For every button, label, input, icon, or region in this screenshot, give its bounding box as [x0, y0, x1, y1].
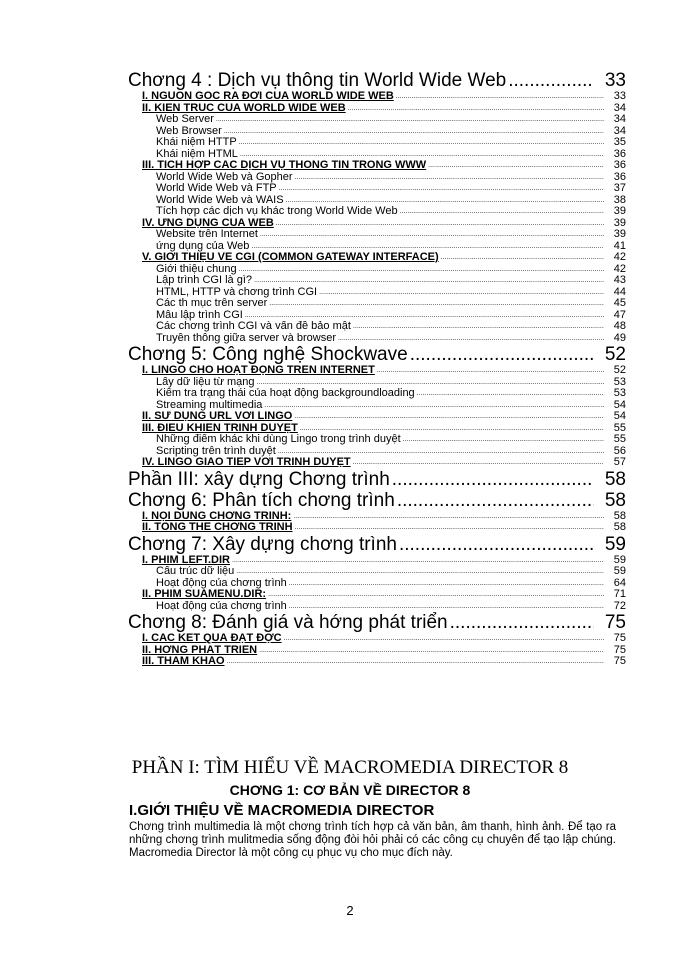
toc-entry-title: I. PHIM LEFT.DIR — [142, 554, 230, 566]
toc-entry-title: I. LINGO CHO HOẠT ĐỘNG TRÊN INTERNET — [142, 365, 375, 376]
toc-entry-page: 36 — [613, 148, 626, 160]
toc-entry-page: 75 — [613, 633, 626, 644]
toc-entry-page: 43 — [613, 275, 626, 286]
toc-entry-page: 33 — [613, 91, 626, 102]
toc-entry-title: Scripting trên trình duyệt — [156, 445, 276, 457]
toc-entry-page: 49 — [613, 332, 626, 344]
toc-entry-title: Chơng 4 : Dịch vụ thông tin World Wide Web — [128, 70, 507, 91]
toc-entry-title: II. HỚNG PHÁT TRIỂN — [142, 644, 258, 656]
toc-dot-leader — [232, 555, 604, 567]
toc-entry-sub — [128, 241, 626, 253]
toc-entry-title: Tích hợp các dịch vụ khác trong World Wide Web — [156, 206, 398, 217]
toc-dot-leader — [278, 446, 604, 458]
toc-dot-leader — [286, 195, 604, 207]
toc-entry-title: II. TỔNG THỂ CHƠNG TRÌNH — [142, 522, 293, 533]
toc-entry-title: II. KIẾN TRÚC CỦA WORLD WIDE WEB — [142, 102, 346, 114]
toc-entry-sub — [128, 298, 626, 310]
toc-entry-page: 45 — [613, 298, 626, 309]
toc-entry-title: Web Browser — [156, 125, 222, 137]
toc-entry-page: 72 — [613, 600, 626, 612]
toc-dot-leader — [450, 612, 594, 633]
toc-dot-leader — [428, 160, 604, 172]
toc-dot-leader — [417, 388, 604, 400]
toc-entry-title: Chơng 8: Đánh giá và hớng phát triển — [128, 612, 448, 633]
toc-entry-page: 58 — [604, 489, 626, 511]
toc-entry-sub — [128, 149, 626, 161]
toc-entry-page: 34 — [613, 114, 626, 125]
toc-entry-title: I. CÁC KẾT QUẢ ĐẠT ĐỢC — [142, 633, 282, 644]
toc-dot-leader — [236, 566, 604, 578]
toc-entry-sec — [128, 457, 626, 469]
toc-entry-page: 44 — [613, 286, 626, 298]
toc-entry-page: 53 — [613, 376, 626, 388]
toc-dot-leader — [396, 91, 604, 103]
toc-dot-leader — [245, 310, 604, 322]
toc-entry-sub — [128, 446, 626, 458]
body-paragraph: Chơng trình multimedia là một chơng trình tích hợp cả văn bản, âm thanh, hình ảnh. Để tạo ra những chơng trình mulitmedia sống động đòi hỏi phải có các công cụ chuyên để tạo lập chúng. Macromedia Director là một công cụ phục vụ cho mục đích này. — [129, 821, 616, 859]
toc-dot-leader — [399, 534, 594, 555]
toc-entry-sub — [128, 287, 626, 299]
toc-entry-page: 56 — [613, 445, 626, 457]
toc-entry-page: 41 — [613, 240, 626, 252]
toc-dot-leader — [400, 206, 604, 218]
toc-dot-leader — [284, 633, 604, 645]
toc-dot-leader — [295, 172, 604, 184]
toc-entry-title: Chơng 5: Công nghệ Shockwave — [128, 344, 408, 365]
toc-entry-page: 39 — [613, 206, 626, 217]
toc-entry-title: IV. ỨNG DỤNG CỦA WEB — [142, 217, 274, 229]
toc-dot-leader — [257, 377, 604, 389]
toc-entry-chap — [128, 469, 626, 490]
toc-entry-title: Kiểm tra trạng thái của hoạt động backgroundloading — [156, 388, 415, 399]
toc-entry-page: 35 — [613, 137, 626, 148]
toc-entry-sub — [128, 388, 626, 400]
toc-entry-sec — [128, 645, 626, 657]
toc-entry-title: Chơng 7: Xây dựng chơng trình — [128, 533, 397, 555]
toc-entry-title: Hoạt động của chơng trình — [156, 600, 287, 612]
toc-dot-leader — [276, 218, 604, 230]
toc-entry-page: 54 — [613, 411, 626, 422]
toc-entry-title: World Wide Web và FTP — [156, 183, 277, 194]
toc-entry-title: Lấy dữ liệu từ mạng — [156, 376, 255, 388]
toc-entry-sub — [128, 114, 626, 126]
toc-entry-title: ứng dụng của Web — [156, 240, 250, 252]
toc-entry-page: 75 — [613, 656, 626, 667]
toc-entry-chap — [128, 534, 626, 555]
toc-entry-chap — [128, 344, 626, 365]
toc-entry-sec — [128, 522, 626, 534]
section-heading: I.GIỚI THIỆU VỀ MACROMEDIA DIRECTOR — [129, 802, 435, 819]
toc-entry-page: 55 — [613, 422, 626, 434]
toc-entry-sub — [128, 137, 626, 149]
toc-entry-page: 34 — [613, 125, 626, 137]
toc-entry-title: Lập trình CGI là gì? — [156, 275, 252, 286]
toc-entry-page: 34 — [613, 102, 626, 114]
toc-dot-leader — [353, 321, 604, 333]
toc-entry-sec — [128, 423, 626, 435]
toc-dot-leader — [294, 411, 604, 423]
toc-entry-sec — [128, 103, 626, 115]
toc-dot-leader — [377, 365, 604, 377]
toc-entry-sub — [128, 172, 626, 184]
toc-entry-title: Các th mục trên server — [156, 298, 268, 309]
toc-entry-page: 59 — [604, 533, 626, 555]
toc-entry-sub — [128, 229, 626, 241]
toc-entry-sub — [128, 601, 626, 613]
toc-entry-title: II. PHIM SUAMENU.DIR: — [142, 589, 267, 600]
toc-entry-sub — [128, 321, 626, 333]
toc-dot-leader — [397, 490, 594, 511]
toc-entry-sec — [128, 589, 626, 601]
toc-entry-sec — [128, 365, 626, 377]
toc-dot-leader — [392, 469, 594, 490]
toc-dot-leader — [300, 423, 604, 435]
toc-dot-leader — [216, 114, 604, 126]
toc-entry-chap — [128, 70, 626, 91]
toc-dot-leader — [251, 241, 604, 253]
toc-entry-title: IV. LINGO GIAO TIẾP VỚI TRÌNH DUYỆT — [142, 457, 351, 468]
page-number: 2 — [346, 903, 354, 918]
toc-entry-sub — [128, 434, 626, 446]
toc-entry-sub — [128, 578, 626, 590]
toc-entry-page: 52 — [604, 344, 626, 365]
toc-dot-leader — [264, 400, 604, 412]
toc-entry-title: Cấu trúc dữ liệu — [156, 566, 235, 577]
toc-entry-sec — [128, 160, 626, 172]
toc-entry-sec — [128, 252, 626, 264]
toc-entry-page: 52 — [613, 365, 626, 376]
toc-dot-leader — [239, 264, 604, 276]
toc-entry-title: III. ĐIỀU KHIỂN TRÌNH DUYỆT — [142, 422, 298, 434]
toc-entry-sub — [128, 275, 626, 287]
toc-dot-leader — [295, 522, 604, 534]
toc-entry-title: Mẫu lập trình CGI — [156, 309, 243, 321]
toc-dot-leader — [289, 601, 604, 613]
toc-entry-chap — [128, 612, 626, 633]
toc-entry-sub — [128, 310, 626, 322]
toc-entry-page: 59 — [613, 554, 626, 566]
toc-entry-sub — [128, 400, 626, 412]
toc-entry-page: 75 — [613, 644, 626, 656]
toc-entry-title: Web Server — [156, 114, 214, 125]
toc-entry-title: HTML, HTTP và chơng trình CGI — [156, 286, 318, 298]
toc-entry-page: 57 — [613, 457, 626, 468]
toc-entry-page: 59 — [613, 566, 626, 577]
toc-dot-leader — [259, 645, 604, 657]
toc-entry-page: 36 — [613, 160, 626, 171]
toc-entry-title: Hoạt động của chơng trình — [156, 577, 287, 589]
toc-dot-leader — [254, 275, 604, 287]
toc-entry-page: 38 — [613, 194, 626, 206]
toc-entry-sec — [128, 656, 626, 668]
toc-entry-title: World Wide Web và Gopher — [156, 171, 293, 183]
toc-entry-page: 37 — [613, 183, 626, 194]
toc-entry-page: 48 — [613, 321, 626, 332]
table-of-contents — [128, 70, 626, 668]
toc-entry-title: II. SỬ DỤNG URL VỚI LINGO — [142, 411, 293, 422]
part-heading: PHẦN I: TÌM HIỂU VỀ MACROMEDIA DIRECTOR 8 — [131, 757, 569, 778]
toc-entry-sub — [128, 195, 626, 207]
toc-entry-title: Khái niệm HTML — [156, 148, 238, 160]
toc-entry-page: 39 — [613, 217, 626, 229]
toc-entry-page: 53 — [613, 388, 626, 399]
toc-entry-page: 71 — [613, 589, 626, 600]
toc-entry-sec — [128, 633, 626, 645]
toc-entry-page: 42 — [613, 263, 626, 275]
toc-entry-title: Phần III: xây dựng Chơng trình — [128, 468, 390, 490]
toc-dot-leader — [227, 656, 605, 668]
toc-dot-leader — [319, 287, 604, 299]
toc-entry-page: 39 — [613, 229, 626, 240]
toc-entry-title: III. THAM KHẢO — [142, 656, 225, 667]
toc-entry-title: Streaming multimedia — [156, 399, 263, 411]
toc-dot-leader — [224, 126, 604, 138]
toc-entry-title: III. TÍCH HỢP CÁC DỊCH VỤ THÔNG TIN TRONG WWW — [142, 160, 427, 171]
toc-entry-page: 54 — [613, 399, 626, 411]
toc-entry-page: 58 — [604, 468, 626, 490]
toc-entry-title: Khái niệm HTTP — [156, 137, 237, 148]
toc-entry-page: 33 — [604, 70, 626, 91]
toc-dot-leader — [293, 511, 604, 523]
toc-entry-page: 55 — [613, 434, 626, 445]
toc-dot-leader — [508, 70, 594, 91]
toc-entry-page: 64 — [613, 577, 626, 589]
toc-dot-leader — [353, 457, 604, 469]
toc-entry-title: Chơng 6: Phân tích chơng trình — [128, 489, 395, 511]
toc-entry-page: 47 — [613, 309, 626, 321]
toc-dot-leader — [239, 137, 604, 149]
toc-entry-sec — [128, 511, 626, 523]
toc-dot-leader — [348, 103, 604, 115]
toc-entry-sub — [128, 264, 626, 276]
toc-entry-sub — [128, 183, 626, 195]
toc-entry-sec — [128, 91, 626, 103]
toc-entry-sec — [128, 218, 626, 230]
toc-entry-chap — [128, 490, 626, 511]
toc-entry-sub — [128, 566, 626, 578]
toc-entry-title: Giới thiệu chung — [156, 263, 237, 275]
toc-entry-sub — [128, 206, 626, 218]
toc-dot-leader — [441, 252, 604, 264]
toc-dot-leader — [269, 298, 604, 310]
toc-entry-title: Truyền thông giữa server và browser — [156, 332, 336, 344]
toc-entry-title: Các chơng trình CGI và vấn đề bảo mật — [156, 321, 351, 332]
toc-dot-leader — [410, 344, 594, 365]
chapter-heading: CHƠNG 1: CƠ BẢN VỀ DIRECTOR 8 — [229, 782, 471, 798]
toc-entry-sec — [128, 555, 626, 567]
toc-entry-title: V. GIỚI THIỆU VỀ CGI (COMMON GATEWAY INTERFACE) — [142, 252, 439, 263]
toc-entry-page: 42 — [613, 252, 626, 263]
toc-entry-sub — [128, 126, 626, 138]
toc-dot-leader — [268, 589, 604, 601]
toc-entry-title: Website trên Internet — [156, 229, 258, 240]
toc-dot-leader — [338, 333, 604, 345]
toc-entry-title: Những điểm khác khi dùng Lingo trong trình duyệt — [156, 434, 401, 445]
toc-dot-leader — [260, 229, 604, 241]
toc-entry-title: I. NGUỒN GỐC RA ĐỜI CỦA WORLD WIDE WEB — [142, 91, 394, 102]
toc-entry-sec — [128, 411, 626, 423]
toc-entry-sub — [128, 333, 626, 345]
toc-dot-leader — [289, 578, 604, 590]
toc-entry-title: I. NỘI DUNG CHƠNG TRÌNH: — [142, 510, 292, 522]
toc-entry-page: 58 — [613, 522, 626, 533]
toc-entry-title: World Wide Web và WAIS — [156, 194, 284, 206]
toc-entry-page: 75 — [604, 612, 626, 633]
toc-entry-page: 58 — [613, 510, 626, 522]
toc-entry-sub — [128, 377, 626, 389]
toc-dot-leader — [403, 434, 604, 446]
toc-dot-leader — [279, 183, 604, 195]
toc-dot-leader — [240, 149, 604, 161]
toc-entry-page: 36 — [613, 171, 626, 183]
